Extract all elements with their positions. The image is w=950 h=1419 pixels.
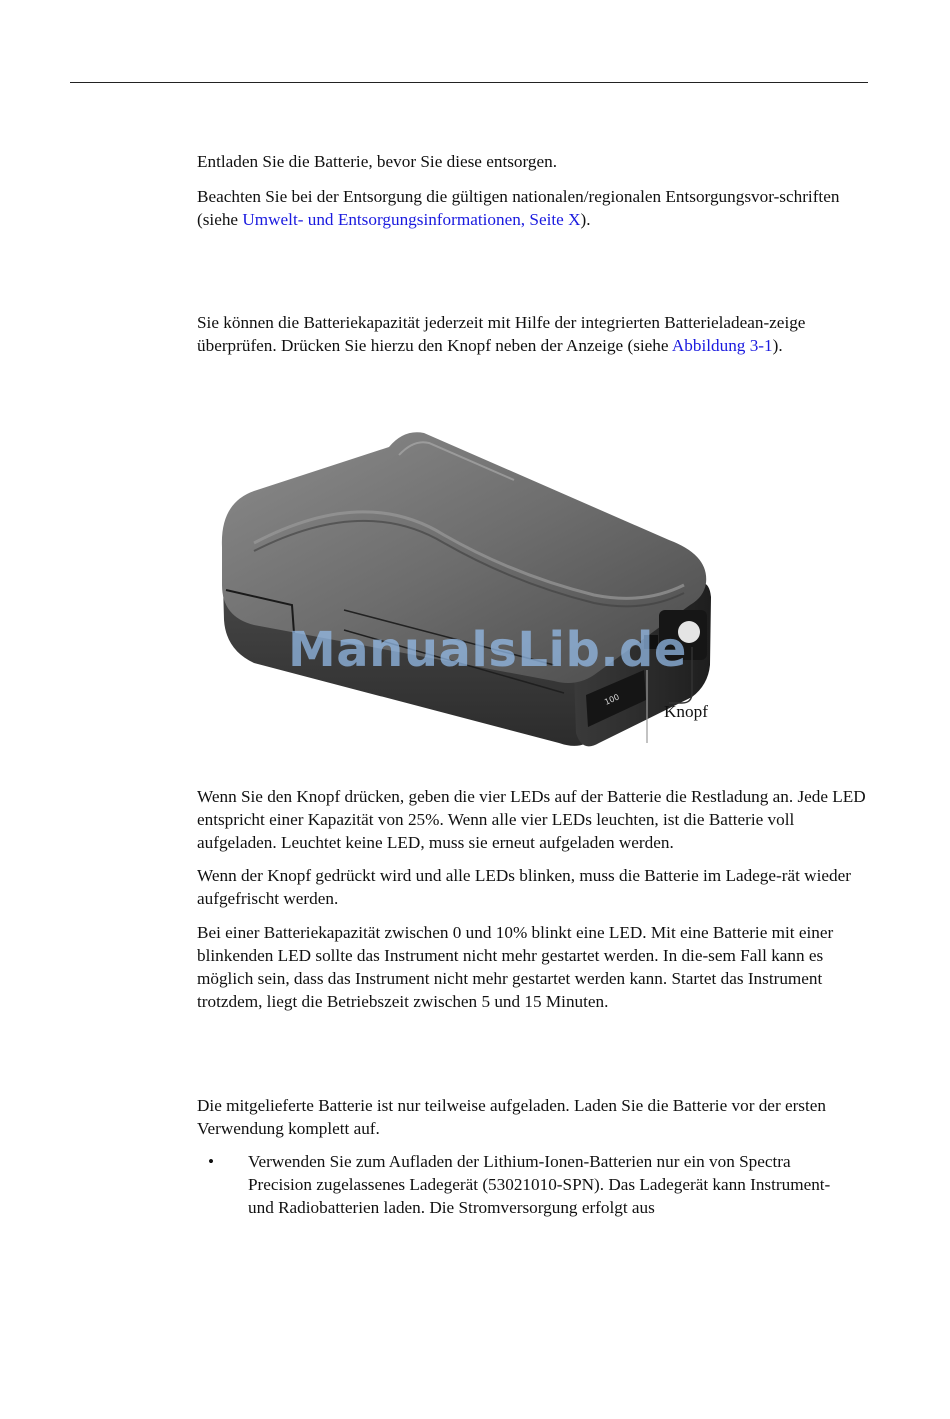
bullet-icon: • [208,1152,215,1171]
paragraph-leds [197,785,869,854]
paragraph-capacity-check [197,311,869,357]
bullet-text: Verwenden Sie zum Aufladen der Lithium-Ionen-Batterien nur ein von Spectra Precision zugelassenes Ladegerät (53021010-SPN). Das Ladegerät kann Instrument- und Radiobatterien laden. Die Stromversorgung erfolgt aus [248,1152,831,1217]
paragraph-first-charge [197,1094,869,1140]
paragraph-text: ). [580,210,591,229]
battery-illustration [214,425,734,760]
paragraph-text: Beachten Sie bei der Entsorgung die gültigen nationalen/regionalen Entsorgungsvor-schriften (siehe [197,187,840,229]
paragraph-discharge [197,150,869,173]
paragraph-text: Wenn Sie den Knopf drücken, geben die vier LEDs auf der Batterie die Restladung an. Jede LED entspricht einer Kapazität von 25%. Wenn alle vier LEDs leuchten, ist die Batterie voll aufgeladen. Leuchtet keine LED, muss sie erneut aufgeladen werden. [197,787,866,852]
paragraph-text: Entladen Sie die Batterie, bevor Sie diese entsorgen. [197,152,558,171]
device-text: 100 [603,692,621,707]
link-figure-3-1[interactable]: Abbildung 3-1 [671,336,773,355]
knopf-callout-label: Knopf [664,702,708,721]
paragraph-text: Sie können die Batteriekapazität jederzeit mit Hilfe der integrierten Batterieladean-zeige überprüfen. Drücken Sie hierzu den Knopf neben der Anzeige (siehe [197,313,806,355]
paragraph-text: Bei einer Batteriekapazität zwischen 0 und 10% blinkt eine LED. Mit eine Batterie mit einer blinkenden LED sollte das Instrument nicht mehr gestartet werden. In die-sem Fall kann es möglich sein, dass das Instrument nicht mehr gestartet werden kann. Startet das Instrument trotzdem, liegt die Betriebszeit zwischen 5 und 15 Minuten. [197,923,834,1011]
watermark-logo: ManualsLib.de [288,622,687,678]
paragraph-text: ). [772,336,783,355]
header-rule [70,82,868,83]
battery-figure [214,425,734,760]
link-environment-info[interactable]: Umwelt- und Entsorgungsinformationen, Seite X [242,210,581,229]
paragraph-low-capacity [197,921,869,1013]
paragraph-disposal [197,185,869,231]
paragraph-text: Wenn der Knopf gedrückt wird und alle LEDs blinken, muss die Batterie im Ladege-rät wieder aufgefrischt werden. [197,866,851,908]
paragraph-text: Die mitgelieferte Batterie ist nur teilweise aufgeladen. Laden Sie die Batterie vor der ersten Verwendung komplett auf. [197,1096,826,1138]
paragraph-refresh [197,864,869,910]
